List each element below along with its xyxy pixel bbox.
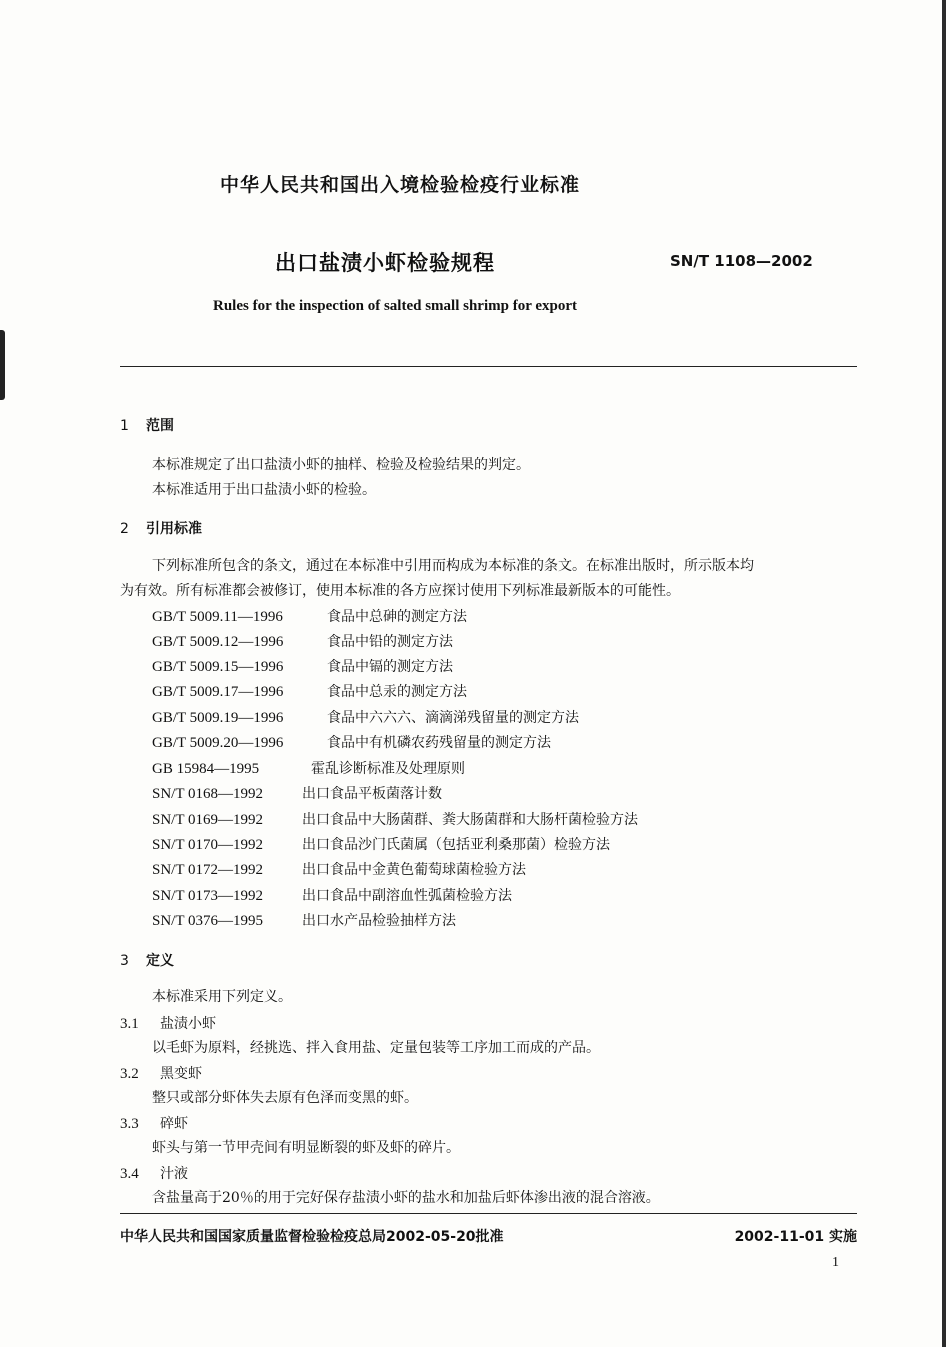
reference-code: GB 15984—1995 <box>152 761 260 777</box>
term-number: 3.4 <box>120 1166 139 1182</box>
section-title: 定义 <box>146 953 174 969</box>
section-number: 1 <box>120 418 129 434</box>
implementation-date: 2002-11-01 实施 <box>734 1229 857 1245</box>
section-3-heading <box>120 950 174 970</box>
term-name: 汁液 <box>160 1166 188 1182</box>
issuing-agency: 中华人民共和国出入境检验检疫行业标准 <box>219 174 580 196</box>
reference-title: 出口食品平板菌落计数 <box>302 786 442 802</box>
term-definition: 以毛虾为原料，经挑选、拌入食用盐、定量包装等工序加工而成的产品。 <box>152 1040 600 1056</box>
section-title: 引用标准 <box>146 521 202 537</box>
section-1-heading <box>120 415 174 435</box>
term-name: 碎虾 <box>160 1116 188 1132</box>
reference-code: GB/T 5009.17—1996 <box>152 684 284 700</box>
reference-title: 食品中六六六、滴滴涕残留量的测定方法 <box>327 710 579 726</box>
paragraph: 为有效。所有标准都会被修订，使用本标准的各方应探讨使用下列标准最新版本的可能性。 <box>120 583 680 599</box>
term-definition: 虾头与第一节甲壳间有明显断裂的虾及虾的碎片。 <box>152 1140 460 1156</box>
reference-item <box>152 783 442 803</box>
reference-item <box>152 834 610 854</box>
term-name: 盐渍小虾 <box>160 1016 216 1032</box>
standard-title: 出口盐渍小虾检验规程 <box>275 251 495 275</box>
reference-item <box>152 758 465 778</box>
footer-divider <box>120 1213 857 1214</box>
reference-code: SN/T 0172—1992 <box>152 862 263 878</box>
term-heading <box>120 1113 188 1133</box>
section-number: 3 <box>120 953 129 969</box>
reference-title: 霍乱诊断标准及处理原则 <box>311 761 465 777</box>
term-definition: 整只或部分虾体失去原有色泽而变黑的虾。 <box>152 1090 418 1106</box>
reference-item <box>152 885 512 905</box>
reference-title: 出口食品沙门氏菌属（包括亚利桑那菌）检验方法 <box>302 837 610 853</box>
term-number: 3.2 <box>120 1066 139 1082</box>
section-number: 2 <box>120 521 129 537</box>
reference-item <box>152 732 551 752</box>
reference-code: SN/T 0168—1992 <box>152 786 263 802</box>
approval-statement: 中华人民共和国国家质量监督检验检疫总局2002-05-20批准 <box>120 1229 504 1245</box>
reference-title: 食品中有机磷农药残留量的测定方法 <box>327 735 551 751</box>
term-number: 3.3 <box>120 1116 139 1132</box>
paragraph: 本标准规定了出口盐渍小虾的抽样、检验及检验结果的判定。 <box>152 457 530 473</box>
reference-title: 食品中总砷的测定方法 <box>327 609 467 625</box>
term-heading <box>120 1163 188 1183</box>
term-name: 黑变虾 <box>160 1066 202 1082</box>
reference-title: 食品中铅的测定方法 <box>327 634 453 650</box>
reference-item <box>152 681 467 701</box>
term-number: 3.1 <box>120 1016 139 1032</box>
reference-title: 出口水产品检验抽样方法 <box>302 913 456 929</box>
english-title: Rules for the inspection of salted small shrimp for export <box>212 298 577 314</box>
scan-edge-border <box>942 0 946 1347</box>
header-divider <box>120 366 857 367</box>
section-title: 范围 <box>146 418 174 434</box>
section-2-heading <box>120 518 202 538</box>
reference-code: GB/T 5009.20—1996 <box>152 735 284 751</box>
reference-title: 出口食品中副溶血性弧菌检验方法 <box>302 888 512 904</box>
reference-code: SN/T 0173—1992 <box>152 888 263 904</box>
page-number: 1 <box>832 1255 839 1270</box>
reference-item <box>152 859 526 879</box>
term-definition: 含盐量高于20％的用于完好保存盐渍小虾的盐水和加盐后虾体渗出液的混合溶液。 <box>152 1190 660 1206</box>
reference-code: SN/T 0170—1992 <box>152 837 263 853</box>
paragraph: 本标准采用下列定义。 <box>152 989 292 1005</box>
reference-item <box>152 606 467 626</box>
reference-title: 出口食品中大肠菌群、粪大肠菌群和大肠杆菌检验方法 <box>302 812 638 828</box>
reference-code: GB/T 5009.15—1996 <box>152 659 284 675</box>
reference-title: 食品中总汞的测定方法 <box>327 684 467 700</box>
reference-code: SN/T 0169—1992 <box>152 812 263 828</box>
paragraph: 本标准适用于出口盐渍小虾的检验。 <box>152 482 376 498</box>
reference-code: GB/T 5009.12—1996 <box>152 634 284 650</box>
scan-edge-mark <box>0 330 5 400</box>
reference-code: GB/T 5009.19—1996 <box>152 710 284 726</box>
reference-code: GB/T 5009.11—1996 <box>152 609 283 625</box>
standard-code: SN/T 1108—2002 <box>670 252 813 270</box>
reference-code: SN/T 0376—1995 <box>152 913 263 929</box>
reference-item <box>152 809 638 829</box>
reference-item <box>152 910 456 930</box>
term-heading <box>120 1063 202 1083</box>
reference-item <box>152 656 453 676</box>
term-heading <box>120 1013 216 1033</box>
reference-title: 出口食品中金黄色葡萄球菌检验方法 <box>302 862 526 878</box>
reference-item <box>152 707 579 727</box>
reference-title: 食品中镉的测定方法 <box>327 659 453 675</box>
paragraph: 下列标准所包含的条文，通过在本标准中引用而构成为本标准的条文。在标准出版时，所示版本均 <box>152 558 754 574</box>
reference-item <box>152 631 453 651</box>
